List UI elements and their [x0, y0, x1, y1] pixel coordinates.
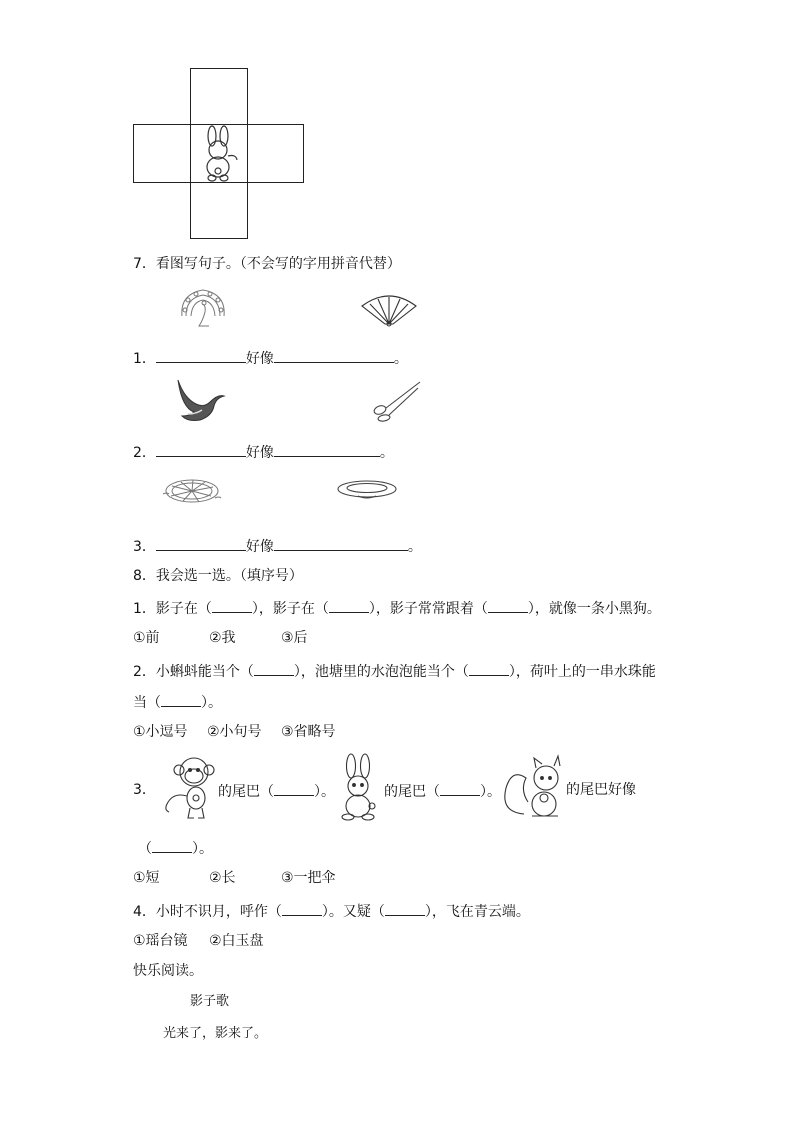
q7-item-1-like: 好像	[245, 351, 274, 367]
q8-s3-num: 3．	[133, 782, 156, 798]
rabbit-back-icon	[198, 126, 240, 182]
q8-opt3-c: ③一把伞	[281, 870, 336, 886]
lotus-leaf-icon	[163, 476, 221, 506]
q7-item-3-like: 好像	[245, 539, 274, 555]
q7-item-2	[133, 442, 394, 462]
folding-fan-icon	[360, 292, 418, 328]
q8-s1-blank-3[interactable]	[488, 598, 528, 613]
q8-sentence-2	[133, 661, 656, 681]
net-cell-right	[247, 124, 304, 183]
q7-item-1-num: 1．	[133, 351, 156, 367]
q8-s3-text-3: 的尾巴（	[384, 784, 440, 800]
q8-sentence-1	[133, 598, 661, 618]
q8-s2-blank-1[interactable]	[254, 661, 294, 676]
q7-item-2-blank-b[interactable]	[274, 442, 380, 457]
q7-item-1-blank-a[interactable]	[156, 348, 246, 363]
q8-opt1-b: ②我	[209, 630, 236, 646]
q7-item-3	[133, 536, 422, 556]
q8-opt4-a: ①瑶台镜	[133, 933, 188, 949]
q8-s2-text-1: 2．小蝌蚪能当个（	[133, 664, 254, 680]
q8-opt2-a: ①小逗号	[133, 724, 188, 740]
q8-options-2	[133, 723, 336, 741]
net-cell-bottom-1	[190, 182, 248, 239]
q8-s3-blank-2[interactable]	[440, 781, 480, 796]
q8-opt1-a: ①前	[133, 630, 160, 646]
q8-s3-text-7: ）。	[192, 841, 213, 857]
q8-opt2-b: ②小句号	[207, 724, 262, 740]
q7-item-2-blank-a[interactable]	[156, 442, 246, 457]
q7-title: 7．看图写句子。（不会写的字用拼音代替）	[133, 256, 401, 272]
scissors-icon	[372, 380, 422, 420]
q7-item-3-blank-a[interactable]	[156, 536, 246, 551]
q8-options-3	[133, 869, 336, 887]
q7-item-2-like: 好像	[245, 445, 274, 461]
q8-s4-blank-1[interactable]	[282, 901, 322, 916]
swallow-icon	[174, 378, 226, 424]
q8-title: 8．我会选一选。（填序号）	[133, 568, 303, 584]
q8-s3-blank-3[interactable]	[152, 838, 192, 853]
q8-s3-seg-3	[566, 781, 636, 799]
q8-s3-text-6: （	[138, 841, 152, 857]
q7-item-3-blank-b[interactable]	[274, 536, 408, 551]
q8-s2-text-3: ），荷叶上的一串水珠能	[508, 664, 656, 680]
q7-item-2-num: 2．	[133, 445, 156, 461]
q7-item-2-end: 。	[379, 445, 394, 461]
q7-item-3-end: 。	[407, 539, 422, 555]
q8-s3-text-5: 的尾巴好像	[566, 782, 636, 798]
q8-s4-text-2: ）。又疑（	[321, 904, 385, 920]
net-cell-left	[133, 124, 191, 183]
q8-sentence-2-cont	[133, 692, 222, 712]
q8-s2-text-4: 当（	[133, 695, 161, 711]
q8-s2-blank-3[interactable]	[161, 692, 201, 707]
q8-opt1-c: ③后	[281, 630, 308, 646]
poem-title: 影子歌	[190, 994, 230, 1009]
q8-opt3-b: ②长	[209, 870, 236, 886]
monkey-icon	[160, 752, 218, 820]
q8-s3-seg-4	[138, 838, 213, 858]
q8-s3-seg-1	[218, 781, 335, 801]
q8-s1-text-3: ），影子常常跟着（	[368, 601, 488, 617]
q8-opt2-c: ③省略号	[281, 724, 336, 740]
q8-s2-text-5: ）。	[201, 695, 222, 711]
squirrel-icon	[502, 754, 568, 824]
q8-options-1	[133, 629, 308, 647]
q8-sentence-4	[133, 901, 530, 921]
q8-opt3-a: ①短	[133, 870, 160, 886]
q8-s1-text-1: 1．影子在（	[133, 601, 212, 617]
q8-s4-text-3: ），飞在青云端。	[424, 904, 530, 920]
net-cell-top	[190, 68, 248, 125]
q7-item-1-blank-b[interactable]	[274, 348, 394, 363]
q8-s4-text-1: 4．小时不识月，呼作（	[133, 904, 282, 920]
q8-options-4	[133, 932, 264, 950]
q8-s1-text-2: ），影子在（	[251, 601, 329, 617]
q8-s1-blank-1[interactable]	[212, 598, 252, 613]
poem-line-1: 光来了，影来了。	[163, 1026, 268, 1041]
q8-s3-blank-1[interactable]	[274, 781, 314, 796]
q8-s2-blank-2[interactable]	[469, 661, 509, 676]
q8-s3-text-1: 的尾巴（	[218, 784, 274, 800]
q7-item-1	[133, 348, 408, 368]
q8-s3-seg-2	[384, 781, 501, 801]
q8-s2-text-2: ），池塘里的水泡泡能当个（	[293, 664, 469, 680]
plate-icon	[336, 478, 398, 502]
q8-s1-text-4: ），就像一条小黑狗。	[527, 601, 661, 617]
rabbit-icon	[334, 754, 382, 824]
q8-s4-blank-2[interactable]	[385, 901, 425, 916]
q8-s3-text-4: ）。	[480, 784, 501, 800]
q8-opt4-b: ②白玉盘	[209, 933, 264, 949]
reading-title: 快乐阅读。	[133, 963, 203, 979]
q8-s3-text-2: ）。	[314, 784, 335, 800]
q7-item-1-end: 。	[393, 351, 408, 367]
q7-item-3-num: 3．	[133, 539, 156, 555]
peacock-icon	[178, 286, 228, 330]
q8-s1-blank-2[interactable]	[329, 598, 369, 613]
